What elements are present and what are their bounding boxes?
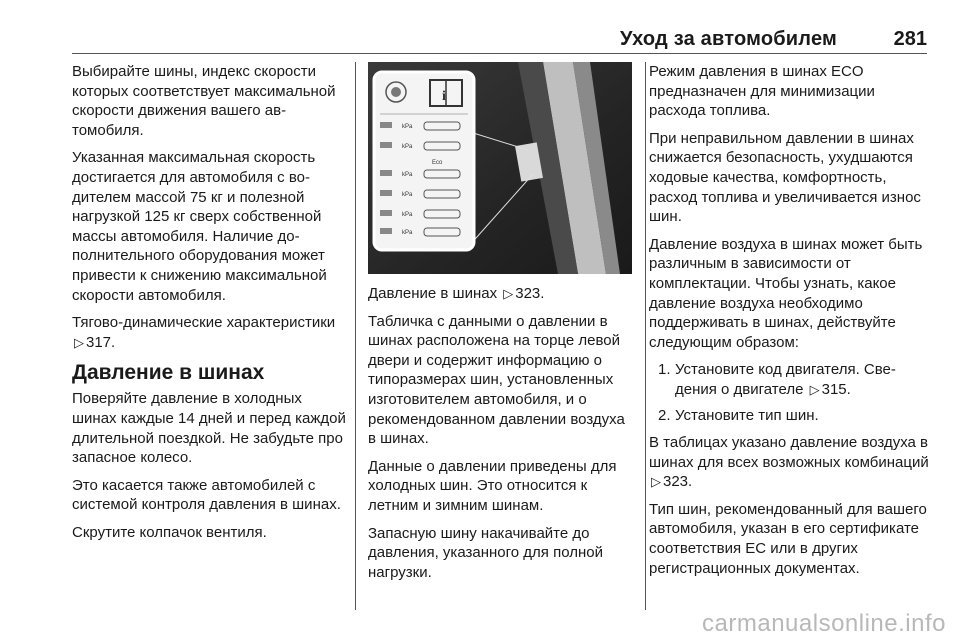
list-item — [649, 406, 929, 426]
step-number: 2. — [658, 406, 671, 424]
column-divider-left — [355, 62, 356, 610]
label-kpa-5: kPa — [402, 212, 413, 218]
label-kpa-3: kPa — [402, 172, 413, 178]
paragraph-tables — [649, 433, 929, 492]
reference-arrow-icon: ▷ — [809, 381, 820, 397]
paragraph-tyre-type: Тип шин, рекомендованный для вашего автомобиля, указан в его сертификате соответствия ЕС или в других регистрационных документах. — [649, 500, 927, 577]
label-kpa-6: kPa — [402, 230, 413, 236]
paragraph-speed-index: Выбирайте шины, индекс скорости которых соответствует максимальной скорости движения вашего автомобиля. — [72, 63, 336, 139]
tables-text: В таблицах указано давление воздуха в шинах для всех возможных комбинаций — [649, 434, 929, 471]
label-eco: Eco — [432, 160, 443, 166]
reference-arrow-icon: ▷ — [651, 474, 661, 490]
step-number: 1. — [658, 361, 671, 379]
steps-list — [649, 360, 929, 425]
page-header — [72, 20, 927, 54]
paragraph-performance — [72, 313, 346, 352]
page-title: Уход за автомобилем — [619, 28, 837, 50]
paragraph-valve-cap: Скрутите колпачок вентиля. — [72, 523, 267, 541]
pressure-ref-text: Давление в шинах — [368, 285, 498, 302]
page-number: 281 — [893, 28, 927, 50]
performance-text: Тягово-динамические характеристики — [72, 314, 336, 332]
paragraph-wrong-pressure: При неправильном давлении в шинах снижается безопасность, ухудшаются ходовые качества, комфортность, расход топлива и увеличивается износ шин. — [649, 129, 921, 226]
list-item — [649, 360, 929, 399]
label-kpa-1: kPa — [402, 124, 413, 130]
label-kpa-4: kPa — [402, 192, 413, 198]
paragraph-check-pressure: Поверяйте давление в холодных шинах каждые 14 дней и перед каждой длительной поездкой. Не забудьте про запасное колесо. — [72, 390, 346, 467]
tyre-pressure-label-photo — [368, 62, 632, 274]
step-text: Установите код двигателя. Сведения о двигателе — [675, 361, 896, 398]
section-heading-tyre-pressure: Давление в шинах — [72, 361, 265, 385]
paragraph-pressure-varies: Давление воздуха в шинах может быть различным в зависимости от комплектации. Чтобы узнать, какое давление воздуха необходимо поддерживать в шинах, действуйте следующим образом: — [649, 235, 923, 351]
pressure-ref-page: 323. — [515, 285, 545, 302]
watermark: carmanualsonline.info — [702, 610, 946, 637]
reference-arrow-icon: ▷ — [74, 334, 84, 350]
tables-ref: 323. — [663, 473, 693, 491]
paragraph-eco-mode: Режим давления в шинах ECO предназначен для минимизации расхода топлива. — [649, 63, 875, 120]
svg-text:i: i — [442, 89, 446, 104]
paragraph-label-location: Табличка с данными о давлении в шинах расположена на торце левой двери и содержит информацию о типоразмерах шин, установленных изготовителем автомобиля, и о рекомендованном давлении воздуха в шинах. — [368, 312, 625, 448]
column-right — [649, 62, 929, 586]
label-kpa-2: kPa — [402, 144, 413, 150]
column-middle — [368, 62, 636, 590]
reference-arrow-icon: ▷ — [503, 286, 514, 301]
performance-ref: 317. — [86, 333, 116, 351]
paragraph-spare-wheel: Запасную шину накачивайте до давления, указанного для полной нагрузки. — [368, 524, 603, 581]
column-divider-right — [645, 62, 646, 610]
paragraph-tpms: Это касается также автомобилей с системой контроля давления в шинах. — [72, 476, 341, 514]
paragraph-cold-tyres: Данные о давлении приведены для холодных шин. Это относится к летним и зимним шинам. — [368, 457, 617, 514]
step-ref: 315. — [821, 380, 851, 398]
paragraph-pressure-ref — [368, 284, 636, 304]
step-text: Установите тип шин. — [675, 406, 819, 424]
paragraph-max-speed: Указанная максимальная скорость достигается для автомобиля с водителем массой 75 кг и полезной нагрузкой 125 кг сверх собственной массы автомобиля. Наличие дополнительного оборудования может привести к снижению максимальной скорости автомобиля. — [72, 149, 327, 304]
column-left — [72, 62, 346, 550]
